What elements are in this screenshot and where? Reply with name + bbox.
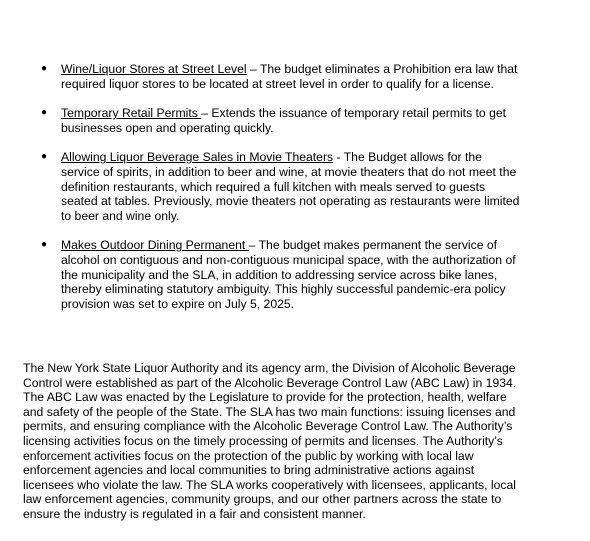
provision-text: – The budget eliminates a Prohibition era law that required liquor stores to be located at street level in order to qualify for a license. <box>61 62 518 91</box>
provision-text: – Extends the issuance of temporary retail permits to get businesses open and operating quickly. <box>61 106 507 135</box>
provision-term: Temporary Retail Permits <box>61 106 202 121</box>
bullet-icon: ● <box>41 151 48 163</box>
sla-description-paragraph: The New York State Liquor Authority and its agency arm, the Division of Alcoholic Beverage Control were established as part of the Alcoholic Beverage Control Law (ABC Law) in 1934. The ABC Law was enacted by the Legislature to provide for the protection, health, welfare and safety of the people of the State. The SLA has two main functions: issuing licenses and permits, and ensuring compliance with the Alcoholic Beverage Control Law. The Authority’s licensing activities focus on the timely processing of permits and licenses. The Authority’s enforcement activities focus on the protection of the public by working with local law enforcement agencies and local communities to bring administrative actions against licensees who violate the law. The SLA works cooperatively with licensees, applicants, local law enforcement agencies, community groups, and our other partners across the state to ensure the industry is regulated in a fair and consistent manner. <box>23 361 517 521</box>
provision-text: – The budget makes permanent the service of alcohol on contiguous and non-contiguous municipal space, with the authorization of the municipality and the SLA, in addition to addressing service across bike lanes, thereby eliminating statutory ambiguity. This highly successful pandemic-era policy provision was set to expire on July 5, 2025. <box>61 238 516 311</box>
bullet-icon: ● <box>41 239 48 251</box>
list-item <box>41 62 523 91</box>
list-item <box>41 238 523 311</box>
provision-term: Allowing Liquor Beverage Sales in Movie Theaters <box>61 150 334 165</box>
provision-text: - The Budget allows for the service of spirits, in addition to beer and wine, at movie theaters that do not meet the definition restaurants, which required a full kitchen with meals served to guests seated at tables. Previously, movie theaters not operating as restaurants were limited to beer and wine only. <box>61 150 520 223</box>
bullet-icon: ● <box>41 107 48 119</box>
budget-provisions-list <box>41 62 523 326</box>
bullet-icon: ● <box>41 63 48 74</box>
provision-term: Makes Outdoor Dining Permanent <box>61 238 249 253</box>
provision-term: Wine/Liquor Stores at Street Level <box>61 62 247 76</box>
list-item <box>41 150 523 223</box>
list-item <box>41 106 523 135</box>
